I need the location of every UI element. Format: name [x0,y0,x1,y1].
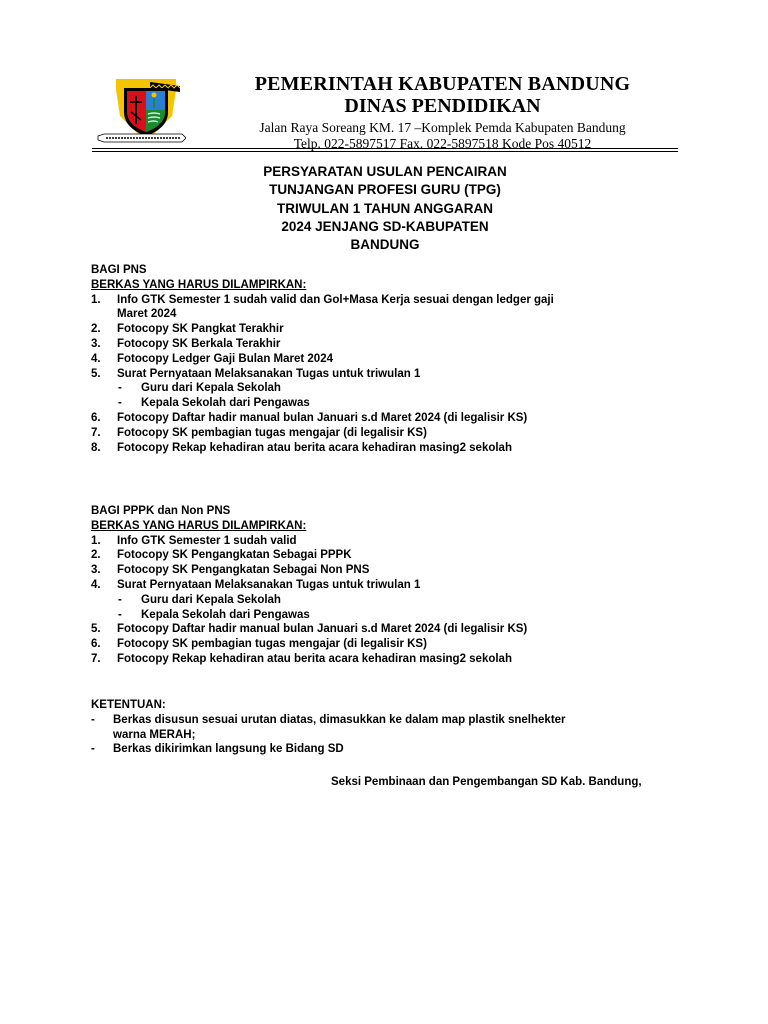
requirement-list [91,534,691,667]
item-text: Berkas disusun sesuai urutan diatas, dimasukkan ke dalam map plastik snelhekter [113,713,566,726]
letterhead-rule-thick [92,148,678,149]
provision-item [91,728,691,743]
item-number: 5. [91,367,101,380]
item-number: 1. [91,534,101,547]
letterhead [200,73,685,152]
item-text: Fotocopy Daftar hadir manual bulan Januari s.d Maret 2024 (di legalisir KS) [117,411,528,424]
item-text: Fotocopy Rekap kehadiran atau berita acara kehadiran masing2 sekolah [117,652,512,665]
section-subheading: BERKAS YANG HARUS DILAMPIRKAN: [91,278,307,291]
list-item [91,307,691,322]
item-text: Fotocopy SK Pengangkatan Sebagai Non PNS [117,564,370,577]
item-number: 2. [91,323,101,336]
item-number: 7. [91,426,101,439]
letterhead-government: PEMERINTAH KABUPATEN BANDUNG [254,73,631,95]
title-line: TUNJANGAN PROFESI GURU (TPG) [269,182,501,198]
list-item [91,534,691,549]
item-text: Surat Pernyataan Melaksanakan Tugas untuk triwulan 1 [117,367,421,380]
letterhead-rule-thin [92,151,678,152]
list-item [91,622,691,637]
list-subitem [91,608,691,623]
section-pppk [91,504,691,667]
item-text: Fotocopy Daftar hadir manual bulan Januari s.d Maret 2024 (di legalisir KS) [117,623,528,636]
provision-item [91,742,691,757]
requirement-list [91,293,691,456]
item-number: 3. [91,337,101,350]
title-line: TRIWULAN 1 TAHUN ANGGARAN [277,200,493,216]
item-number: 4. [91,352,101,365]
item-dash: - [118,593,122,606]
list-item [91,563,691,578]
item-text: Info GTK Semester 1 sudah valid [117,534,297,547]
item-number: 6. [91,411,101,424]
item-dash: - [118,608,122,621]
item-text: Fotocopy SK Berkala Terakhir [117,337,281,350]
item-number: 4. [91,578,101,591]
kabupaten-bandung-crest-icon [94,76,186,146]
list-item [91,652,691,667]
list-item [91,578,691,593]
item-text: Fotocopy SK pembagian tugas mengajar (di legalisir KS) [117,638,427,651]
item-number: 1. [91,293,101,306]
item-text: warna MERAH; [113,728,196,741]
title-line: BANDUNG [350,237,420,253]
title-line: PERSYARATAN USULAN PENCAIRAN [263,164,507,179]
list-item [91,441,691,456]
item-text: Guru dari Kepala Sekolah [141,382,281,395]
item-text: Fotocopy SK Pangkat Terakhir [117,323,284,336]
item-text: Fotocopy Ledger Gaji Bulan Maret 2024 [117,352,333,365]
section-subheading: BERKAS YANG HARUS DILAMPIRKAN: [91,519,307,532]
item-number: 8. [91,441,101,454]
item-text: Kepala Sekolah dari Pengawas [141,397,310,410]
item-text: Fotocopy Rekap kehadiran atau berita acara kehadiran masing2 sekolah [117,441,512,454]
letterhead-agency: DINAS PENDIDIKAN [344,95,541,117]
list-subitem [91,381,691,396]
item-text: Berkas dikirimkan langsung ke Bidang SD [113,743,344,756]
letterhead-address: Jalan Raya Soreang KM. 17 –Komplek Pemda Kabupaten Bandung [259,120,626,135]
list-item [91,322,691,337]
list-item [91,337,691,352]
list-subitem [91,593,691,608]
item-dash: - [118,382,122,395]
item-number: 6. [91,638,101,651]
item-number: 5. [91,623,101,636]
list-item [91,426,691,441]
item-dash: - [118,397,122,410]
item-text: Maret 2024 [117,308,177,321]
item-text: Surat Pernyataan Melaksanakan Tugas untuk triwulan 1 [117,578,421,591]
item-text: Fotocopy SK pembagian tugas mengajar (di legalisir KS) [117,426,427,439]
item-number: 7. [91,652,101,665]
provision-item [91,713,691,728]
item-number: 2. [91,549,101,562]
list-item [91,637,691,652]
section-pns [91,263,691,455]
list-item [91,411,691,426]
item-text: Fotocopy SK Pengangkatan Sebagai PPPK [117,549,352,562]
title-line: 2024 JENJANG SD-KABUPATEN [281,218,489,234]
section-heading: BAGI PNS [91,264,147,276]
item-text: Guru dari Kepala Sekolah [141,593,281,606]
signature-line: Seksi Pembinaan dan Pengembangan SD Kab. Bandung, [331,776,642,788]
section-heading: BAGI PPPK dan Non PNS [91,505,231,517]
section-ketentuan [91,698,691,757]
item-dash: - [91,713,95,726]
letterhead-contact: Telp. 022-5897517 Fax. 022-5897518 Kode Pos 40512 [293,136,592,151]
provision-list [91,713,691,757]
list-item [91,367,691,382]
item-dash: - [91,743,95,756]
section-heading: KETENTUAN: [91,699,166,711]
list-item [91,352,691,367]
list-item [91,548,691,563]
document-title [235,163,535,254]
item-text: Kepala Sekolah dari Pengawas [141,608,310,621]
item-number: 3. [91,564,101,577]
item-text: Info GTK Semester 1 sudah valid dan Gol+Masa Kerja sesuai dengan ledger gaji [117,293,554,306]
list-item [91,293,691,308]
list-subitem [91,396,691,411]
